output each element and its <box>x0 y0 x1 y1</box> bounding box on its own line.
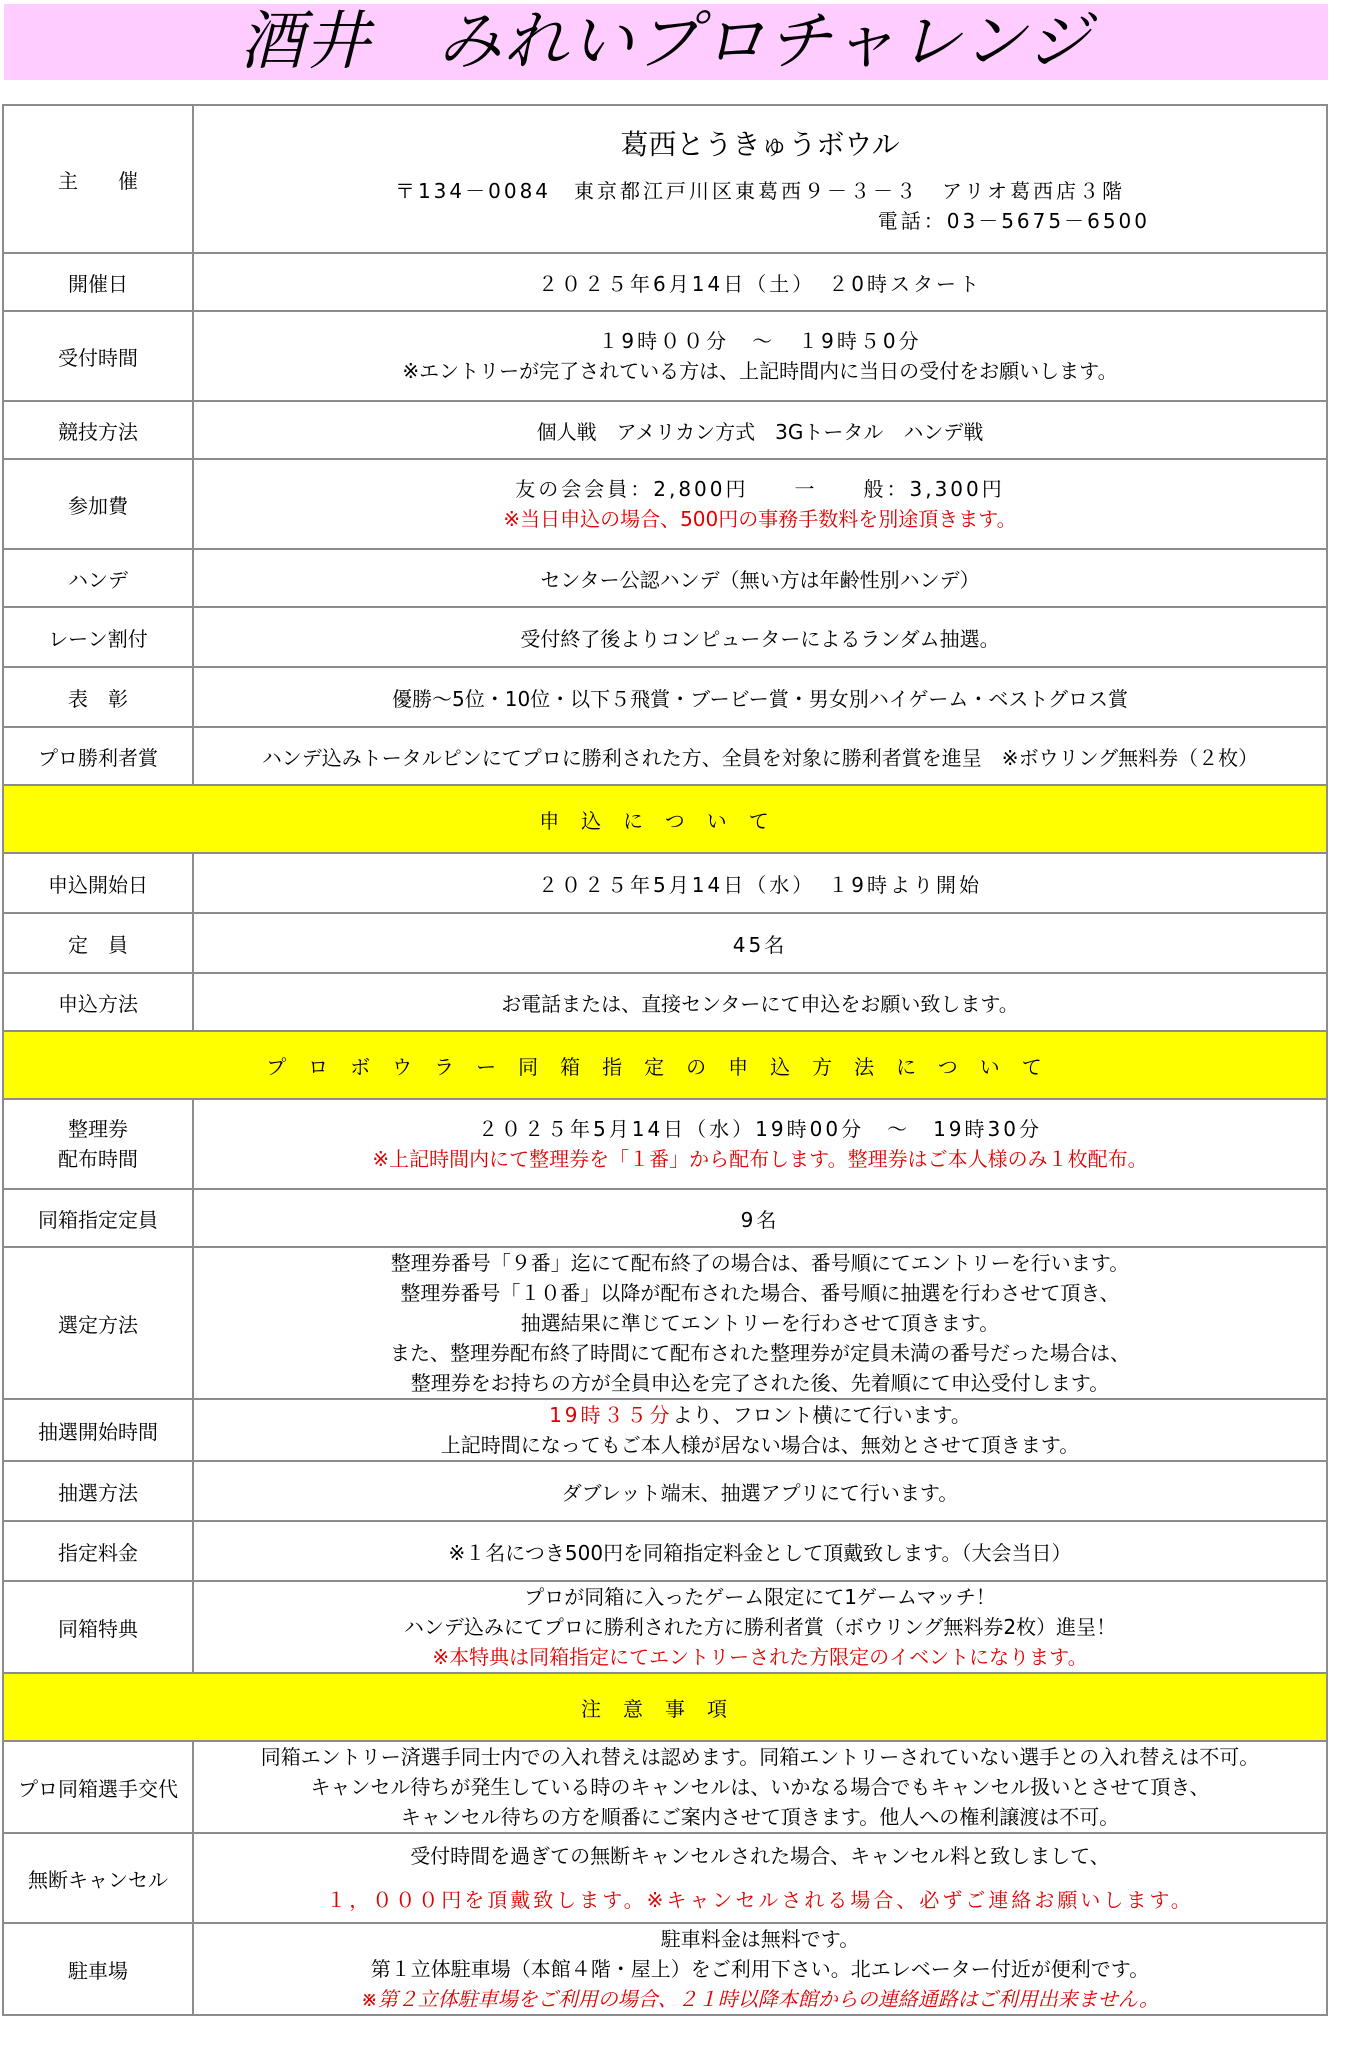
row-same-box-cap <box>3 1189 1327 1247</box>
lottery-start-time: 19時３５分 <box>549 1403 673 1427</box>
fee-label: 参加費 <box>3 459 193 549</box>
lanes-value: 受付終了後よりコンピューターによるランダム抽選。 <box>193 607 1327 667</box>
apply-start-value: ２０２５年5月14日（水） １9時より開始 <box>193 853 1327 913</box>
no-show-line1: 受付時間を過ぎての無断キャンセルされた場合、キャンセル料と致しまして、 <box>410 1844 1110 1868</box>
date-label: 開催日 <box>3 253 193 311</box>
host-label: 主 催 <box>3 105 193 253</box>
player-swap-line: キャンセル待ちが発生している時のキャンセルは、いかなる場合でもキャンセル扱いとさせて頂き、 <box>310 1775 1210 1799</box>
row-pro-win <box>3 727 1327 785</box>
ticket-label-1: 整理券 <box>68 1117 128 1141</box>
handicap-value: センター公認ハンデ（無い方は年齢性別ハンデ） <box>193 549 1327 607</box>
row-same-box-bonus <box>3 1581 1327 1673</box>
parking-label: 駐車場 <box>3 1923 193 2015</box>
selection-line: また、整理券配布終了時間にて配布された整理券が定員未満の番号だった場合は、 <box>390 1341 1130 1365</box>
pro-win-value: ハンデ込みトータルピンにてプロに勝利された方、全員を対象に勝利者賞を進呈 ※ボウリング無料券（２枚） <box>193 727 1327 785</box>
row-apply-start <box>3 853 1327 913</box>
format-value: 個人戦 アメリカン方式 3Gトータル ハンデ戦 <box>193 401 1327 459</box>
same-box-bonus-line1: プロが同箱に入ったゲーム限定にて1ゲームマッチ！ <box>524 1585 996 1609</box>
parking-line2: 第１立体駐車場（本館４階・屋上）をご利用下さい。北エレベーター付近が便利です。 <box>370 1957 1150 1981</box>
host-name: 葛西とうきゅうボウル <box>620 128 900 161</box>
row-apply-method <box>3 973 1327 1031</box>
section-pro-heading: プロボウラー同箱指定の申込方法について <box>3 1031 1327 1099</box>
lottery-method-label: 抽選方法 <box>3 1461 193 1521</box>
selection-line: 整理券をお持ちの方が全員申込を完了された後、先着順にて申込受付します。 <box>410 1371 1110 1395</box>
no-show-note: １，０００円を頂戴致します。※キャンセルされる場合、必ずご連絡お願いします。 <box>326 1888 1194 1912</box>
lanes-label: レーン割付 <box>3 607 193 667</box>
designation-fee-label: 指定料金 <box>3 1521 193 1581</box>
section-apply-heading: 申込について <box>3 785 1327 853</box>
reception-note: ※エントリーが完了されている方は、上記時間内に当日の受付をお願いします。 <box>402 359 1118 383</box>
lottery-start-label: 抽選開始時間 <box>3 1399 193 1461</box>
row-designation-fee <box>3 1521 1327 1581</box>
selection-line: 抽選結果に準じてエントリーを行わさせて頂きます。 <box>520 1311 1000 1335</box>
event-info-table <box>2 104 1328 2016</box>
selection-line: 整理券番号「１０番」以降が配布された場合、番号順に抽選を行わさせて頂き、 <box>400 1281 1120 1305</box>
reception-value: １9時００分 ～ １9時５0分 <box>598 329 922 353</box>
apply-method-label: 申込方法 <box>3 973 193 1031</box>
row-parking <box>3 1923 1327 2015</box>
selection-line: 整理券番号「９番」迄にて配布終了の場合は、番号順にてエントリーを行います。 <box>390 1251 1130 1275</box>
row-format <box>3 401 1327 459</box>
handicap-label: ハンデ <box>3 549 193 607</box>
section-notes-heading: 注意事項 <box>3 1673 1327 1741</box>
format-label: 競技方法 <box>3 401 193 459</box>
row-date <box>3 253 1327 311</box>
parking-line1: 駐車料金は無料です。 <box>660 1927 860 1951</box>
apply-start-label: 申込開始日 <box>3 853 193 913</box>
row-capacity <box>3 913 1327 973</box>
same-box-bonus-note: ※本特典は同箱指定にてエントリーされた方限定のイベントになります。 <box>432 1645 1088 1669</box>
row-no-show <box>3 1833 1327 1923</box>
date-value: ２０２５年6月14日（土） ２0時スタート <box>193 253 1327 311</box>
fee-value: 友の会会員：2,800円 一 般：3,300円 <box>515 477 1005 501</box>
page-title: 酒井 みれいプロチャレンジ <box>4 4 1328 80</box>
selection-label: 選定方法 <box>3 1247 193 1399</box>
section-notes-row <box>3 1673 1327 1741</box>
row-lottery-method <box>3 1461 1327 1521</box>
capacity-label: 定 員 <box>3 913 193 973</box>
ticket-label-2: 配布時間 <box>58 1147 138 1171</box>
awards-value: 優勝～5位・10位・以下５飛賞・ブービー賞・男女別ハイゲーム・ベストグロス賞 <box>193 667 1327 727</box>
awards-label: 表 彰 <box>3 667 193 727</box>
row-host <box>3 105 1327 253</box>
reception-label: 受付時間 <box>3 311 193 401</box>
lottery-start-rest: より、フロント横にて行います。 <box>672 1403 971 1427</box>
row-reception <box>3 311 1327 401</box>
player-swap-line: 同箱エントリー済選手同士内での入れ替えは認めます。同箱エントリーされていない選手との入れ替えは不可。 <box>260 1745 1260 1769</box>
no-show-label: 無断キャンセル <box>3 1833 193 1923</box>
row-handicap <box>3 549 1327 607</box>
row-lanes <box>3 607 1327 667</box>
player-swap-line: キャンセル待ちの方を順番にご案内させて頂きます。他人への権利譲渡は不可。 <box>400 1805 1120 1829</box>
section-pro-row <box>3 1031 1327 1099</box>
row-awards <box>3 667 1327 727</box>
same-box-cap-value: 9名 <box>193 1189 1327 1247</box>
row-fee <box>3 459 1327 549</box>
host-phone: 電話：03－5675－6500 <box>877 209 1150 233</box>
apply-method-value: お電話または、直接センターにて申込をお願い致します。 <box>193 973 1327 1031</box>
section-apply-row <box>3 785 1327 853</box>
row-selection <box>3 1247 1327 1399</box>
same-box-bonus-line2: ハンデ込みにてプロに勝利された方に勝利者賞（ボウリング無料券2枚）進呈！ <box>403 1615 1117 1639</box>
same-box-bonus-label: 同箱特典 <box>3 1581 193 1673</box>
capacity-value: 45名 <box>193 913 1327 973</box>
same-box-cap-label: 同箱指定定員 <box>3 1189 193 1247</box>
row-player-swap <box>3 1741 1327 1833</box>
designation-fee-value: ※１名につき500円を同箱指定料金として頂戴致します。（大会当日） <box>193 1521 1327 1581</box>
host-address: 〒134－0084 東京都江戸川区東葛西９－３－３ アリオ葛西店３階 <box>394 179 1126 203</box>
parking-note: ※第２立体駐車場をご利用の場合、２１時以降本館からの連絡通路はご利用出来ません。 <box>361 1987 1159 2011</box>
ticket-note: ※上記時間内にて整理券を「１番」から配布します。整理券はご本人様のみ１枚配布。 <box>372 1147 1148 1171</box>
lottery-start-note: 上記時間になってもご本人様が居ない場合は、無効とさせて頂きます。 <box>440 1433 1080 1457</box>
ticket-value: ２０２５年5月14日（水）19時00分 ～ 19時30分 <box>478 1117 1042 1141</box>
host-value <box>193 105 1327 253</box>
pro-win-label: プロ勝利者賞 <box>3 727 193 785</box>
player-swap-label: プロ同箱選手交代 <box>3 1741 193 1833</box>
row-ticket <box>3 1099 1327 1189</box>
fee-note: ※当日申込の場合、500円の事務手数料を別途頂きます。 <box>503 507 1017 531</box>
row-lottery-start <box>3 1399 1327 1461</box>
lottery-method-value: ダブレット端末、抽選アプリにて行います。 <box>193 1461 1327 1521</box>
